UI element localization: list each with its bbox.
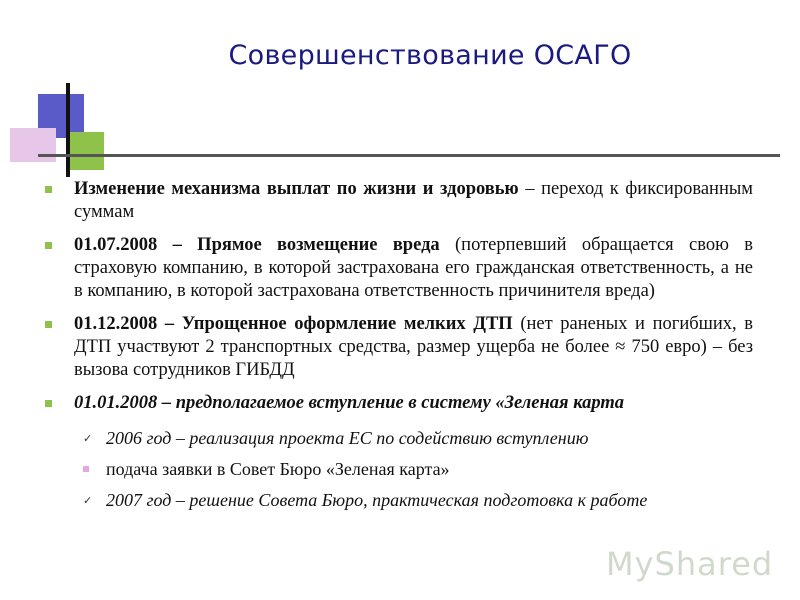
sub-item-text: 2007 год – решение Совета Бюро, практическая подготовка к работе [106,490,648,510]
item-bold-text: 01.07.2008 – Прямое возмещение вреда [74,235,440,255]
square-bullet-icon [45,321,52,328]
item-text: (потерпевший обращается свою в страховую компанию, в которой застрахована его гражданская ответственность, а не в компанию, в которой застрахована ответственность причинителя вреда) [74,235,753,301]
sub-list-item [45,489,753,512]
square-sub-bullet-icon [83,466,89,472]
list-item [45,313,753,382]
item-text: (нет раненых и погибших, в ДТП участвуют 2 транспортных средства, размер ущерба не более ≈ 750 евро) – без вызова сотрудников ГИБДД [74,314,753,380]
list-item [45,234,753,303]
checkmark-icon: ✓ [83,432,93,445]
square-bullet-icon [45,242,52,249]
decor-square-green [66,132,104,170]
slide-title: Совершенствование ОСАГО [228,40,632,71]
square-bullet-icon [45,186,52,193]
list-item [45,178,753,224]
square-bullet-icon [45,400,52,407]
list-item [45,392,753,415]
item-bold-text: Изменение механизма выплат по жизни и здоровью [74,179,519,199]
item-text: – переход к фиксированным суммам [74,179,753,222]
item-bold-italic-text: 01.01.2008 – предполагаемое вступление в систему «Зеленая карта [74,393,625,413]
title-divider [38,154,780,157]
watermark-logo: MyShared [606,545,774,583]
checkmark-icon: ✓ [83,494,93,507]
item-bold-text: 01.12.2008 – Упрощенное оформление мелких ДТП [74,314,513,334]
sub-item-text: 2006 год – реализация проекта ЕС по содействию вступлению [106,428,589,448]
decor-vertical-line [66,83,70,177]
slide-content [45,178,753,520]
sub-item-text: подача заявки в Совет Бюро «Зеленая карта» [106,459,450,479]
sub-list-item [45,458,753,481]
sub-list-item [45,427,753,450]
